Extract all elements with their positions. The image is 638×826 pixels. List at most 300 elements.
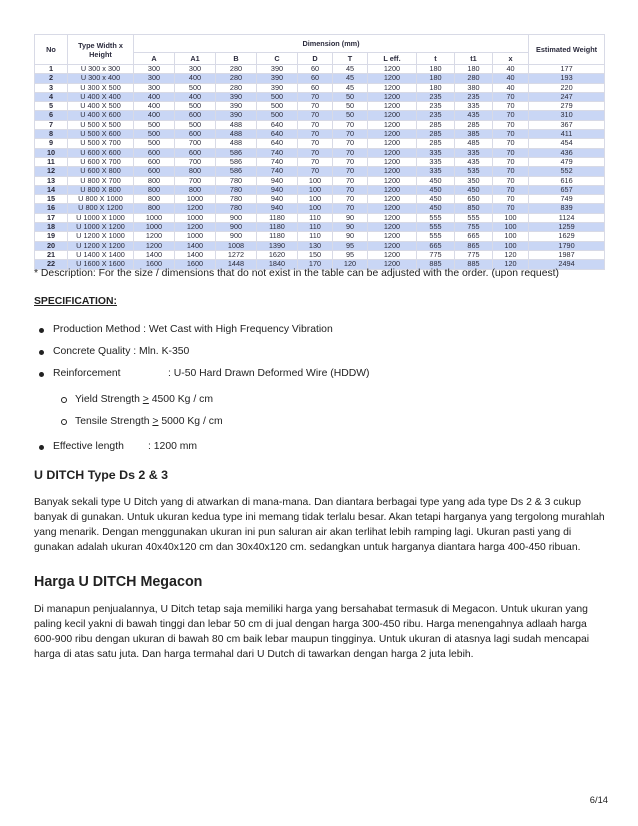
value-cell: 180 — [417, 65, 455, 74]
value-cell: 310 — [529, 111, 605, 120]
value-cell: 800 — [134, 195, 175, 204]
value-cell: 500 — [257, 102, 298, 111]
value-cell: 300 — [134, 74, 175, 83]
table-row — [35, 195, 605, 204]
value-cell: 1200 — [368, 204, 417, 213]
value-cell: 70 — [493, 167, 529, 176]
table-row — [35, 185, 605, 194]
spec-tensile-value: 5000 Kg / cm — [158, 416, 223, 427]
row-number-cell: 18 — [35, 223, 68, 232]
value-cell: 45 — [333, 74, 368, 83]
value-cell: 900 — [216, 223, 257, 232]
value-cell: 95 — [333, 250, 368, 259]
value-cell: 1200 — [368, 111, 417, 120]
value-cell: 70 — [333, 185, 368, 194]
value-cell: 50 — [333, 92, 368, 101]
value-cell: 450 — [417, 195, 455, 204]
value-cell: 120 — [493, 260, 529, 269]
table-row — [35, 232, 605, 241]
row-number-cell: 21 — [35, 250, 68, 259]
row-number-cell: 1 — [35, 65, 68, 74]
value-cell: 780 — [216, 204, 257, 213]
value-cell: 1000 — [175, 213, 216, 222]
value-cell: 70 — [493, 148, 529, 157]
value-cell: 885 — [417, 260, 455, 269]
value-cell: 940 — [257, 195, 298, 204]
type-cell: U 800 X 700 — [68, 176, 134, 185]
value-cell: 600 — [175, 130, 216, 139]
value-cell: 1400 — [175, 250, 216, 259]
value-cell: 390 — [216, 92, 257, 101]
spec-reinforcement-label: Reinforcement — [53, 368, 121, 379]
value-cell: 775 — [455, 250, 493, 259]
value-cell: 335 — [417, 148, 455, 157]
value-cell: 220 — [529, 83, 605, 92]
section-heading-ds: U DITCH Type Ds 2 & 3 — [34, 468, 169, 482]
value-cell: 800 — [175, 185, 216, 194]
value-cell: 600 — [134, 148, 175, 157]
value-cell: 1200 — [368, 185, 417, 194]
value-cell: 1629 — [529, 232, 605, 241]
row-number-cell: 6 — [35, 111, 68, 120]
value-cell: 436 — [529, 148, 605, 157]
value-cell: 500 — [175, 102, 216, 111]
value-cell: 110 — [298, 232, 333, 241]
value-cell: 390 — [257, 74, 298, 83]
value-cell: 1200 — [175, 223, 216, 232]
value-cell: 850 — [455, 204, 493, 213]
value-cell: 70 — [493, 130, 529, 139]
value-cell: 1259 — [529, 223, 605, 232]
value-cell: 640 — [257, 120, 298, 129]
value-cell: 300 — [134, 65, 175, 74]
value-cell: 90 — [333, 223, 368, 232]
spec-tensile-sign: > — [152, 416, 159, 427]
value-cell: 110 — [298, 223, 333, 232]
type-cell: U 800 X 800 — [68, 185, 134, 194]
value-cell: 285 — [417, 139, 455, 148]
value-cell: 100 — [298, 204, 333, 213]
value-cell: 488 — [216, 120, 257, 129]
value-cell: 749 — [529, 195, 605, 204]
table-row — [35, 157, 605, 166]
value-cell: 1840 — [257, 260, 298, 269]
value-cell: 1008 — [216, 241, 257, 250]
value-cell: 70 — [333, 204, 368, 213]
value-cell: 120 — [333, 260, 368, 269]
value-cell: 1790 — [529, 241, 605, 250]
value-cell: 285 — [455, 120, 493, 129]
table-row — [35, 130, 605, 139]
value-cell: 45 — [333, 65, 368, 74]
table-row — [35, 83, 605, 92]
value-cell: 500 — [134, 139, 175, 148]
value-cell: 70 — [493, 185, 529, 194]
row-number-cell: 17 — [35, 213, 68, 222]
table-row — [35, 92, 605, 101]
type-cell: U 1200 X 1200 — [68, 241, 134, 250]
type-cell: U 500 X 500 — [68, 120, 134, 129]
value-cell: 285 — [417, 130, 455, 139]
row-number-cell: 9 — [35, 139, 68, 148]
value-cell: 1200 — [368, 195, 417, 204]
row-number-cell: 11 — [35, 157, 68, 166]
row-number-cell: 3 — [35, 83, 68, 92]
value-cell: 280 — [455, 74, 493, 83]
spec-yield-value: 4500 Kg / cm — [148, 394, 213, 405]
row-number-cell: 22 — [35, 260, 68, 269]
value-cell: 1124 — [529, 213, 605, 222]
value-cell: 1200 — [368, 92, 417, 101]
header-sub-cell: t1 — [455, 53, 493, 65]
type-cell: U 1400 X 1400 — [68, 250, 134, 259]
value-cell: 180 — [417, 74, 455, 83]
value-cell: 1600 — [175, 260, 216, 269]
value-cell: 1000 — [134, 213, 175, 222]
value-cell: 70 — [333, 195, 368, 204]
value-cell: 70 — [298, 148, 333, 157]
type-cell: U 800 X 1000 — [68, 195, 134, 204]
value-cell: 485 — [455, 139, 493, 148]
value-cell: 150 — [298, 250, 333, 259]
value-cell: 400 — [175, 92, 216, 101]
value-cell: 1200 — [368, 74, 417, 83]
header-sub-cell: D — [298, 53, 333, 65]
value-cell: 600 — [175, 148, 216, 157]
value-cell: 70 — [298, 167, 333, 176]
value-cell: 488 — [216, 130, 257, 139]
header-sub-cell: t — [417, 53, 455, 65]
row-number-cell: 13 — [35, 176, 68, 185]
value-cell: 100 — [298, 176, 333, 185]
spec-item-effective-length — [53, 441, 197, 452]
value-cell: 247 — [529, 92, 605, 101]
value-cell: 940 — [257, 176, 298, 185]
value-cell: 755 — [455, 223, 493, 232]
value-cell: 300 — [134, 83, 175, 92]
table-description: * Description: For the size / dimensions that do not exist in the table can be adjusted with the order. (upon request) — [34, 268, 560, 279]
value-cell: 1200 — [368, 139, 417, 148]
type-cell: U 300 x 300 — [68, 65, 134, 74]
bullet-icon — [39, 328, 44, 333]
value-cell: 450 — [417, 204, 455, 213]
value-cell: 1200 — [368, 176, 417, 185]
value-cell: 385 — [455, 130, 493, 139]
value-cell: 235 — [417, 92, 455, 101]
value-cell: 700 — [175, 157, 216, 166]
table-row — [35, 167, 605, 176]
value-cell: 488 — [216, 139, 257, 148]
value-cell: 390 — [257, 65, 298, 74]
value-cell: 479 — [529, 157, 605, 166]
value-cell: 780 — [216, 176, 257, 185]
value-cell: 70 — [493, 92, 529, 101]
value-cell: 100 — [298, 195, 333, 204]
value-cell: 500 — [134, 120, 175, 129]
value-cell: 1200 — [175, 204, 216, 213]
value-cell: 1200 — [368, 250, 417, 259]
value-cell: 380 — [455, 83, 493, 92]
value-cell: 40 — [493, 83, 529, 92]
row-number-cell: 4 — [35, 92, 68, 101]
value-cell: 193 — [529, 74, 605, 83]
value-cell: 70 — [333, 176, 368, 185]
value-cell: 390 — [216, 111, 257, 120]
type-cell: U 800 X 1200 — [68, 204, 134, 213]
value-cell: 435 — [455, 157, 493, 166]
value-cell: 800 — [134, 204, 175, 213]
value-cell: 454 — [529, 139, 605, 148]
header-sub-cell: A1 — [175, 53, 216, 65]
row-number-cell: 19 — [35, 232, 68, 241]
value-cell: 1200 — [134, 241, 175, 250]
value-cell: 235 — [455, 92, 493, 101]
value-cell: 70 — [333, 139, 368, 148]
value-cell: 40 — [493, 74, 529, 83]
type-cell: U 400 X 600 — [68, 111, 134, 120]
header-dimension: Dimension (mm) — [134, 35, 529, 53]
value-cell: 1200 — [368, 102, 417, 111]
section-paragraph-ds: Banyak sekali type U Ditch yang di atwarkan di mana-mana. Dan diantara berbagai type yang ada type Ds 2 & 3 cukup banyak di gunakan. Untuk ukuran kedua type ini memang tidak terlalu besar. Akan tetapi harganya yang tergolong murahlah yang menarik. Dengan menggunakan ukuran ini pun saluran air akan terlihat lebih ramping lagi. Ukuran pasti yang di gunakan adalah ukuran 40x40x120 cm dan 30x40x120 cm. sedangkan untuk harganya diantara harga 400-450 ribuan. — [34, 497, 605, 553]
value-cell: 555 — [417, 232, 455, 241]
value-cell: 100 — [493, 223, 529, 232]
value-cell: 335 — [417, 167, 455, 176]
spec-effective-value: : 1200 mm — [148, 441, 198, 452]
value-cell: 95 — [333, 241, 368, 250]
value-cell: 70 — [333, 167, 368, 176]
value-cell: 70 — [493, 157, 529, 166]
value-cell: 1620 — [257, 250, 298, 259]
value-cell: 780 — [216, 195, 257, 204]
value-cell: 900 — [216, 232, 257, 241]
header-sub-cell: x — [493, 53, 529, 65]
spec-item-production — [53, 324, 333, 335]
spec-item-concrete — [53, 346, 189, 357]
spec-subitem-tensile — [75, 416, 223, 427]
value-cell: 70 — [333, 130, 368, 139]
sub-bullet-icon — [61, 419, 67, 425]
bullet-icon — [39, 445, 44, 450]
spec-yield-sign: > — [142, 394, 149, 405]
value-cell: 120 — [493, 250, 529, 259]
type-cell: U 500 X 600 — [68, 130, 134, 139]
value-cell: 640 — [257, 130, 298, 139]
value-cell: 280 — [216, 65, 257, 74]
value-cell: 110 — [298, 213, 333, 222]
value-cell: 70 — [493, 176, 529, 185]
value-cell: 657 — [529, 185, 605, 194]
value-cell: 600 — [175, 111, 216, 120]
value-cell: 280 — [216, 83, 257, 92]
header-weight: Estimated Weight — [529, 35, 605, 65]
value-cell: 235 — [417, 111, 455, 120]
value-cell: 100 — [493, 232, 529, 241]
value-cell: 500 — [175, 83, 216, 92]
spec-yield-label: Yield Strength — [75, 394, 143, 405]
specification-title: SPECIFICATION: — [34, 296, 117, 307]
value-cell: 235 — [417, 102, 455, 111]
type-cell: U 1200 X 1000 — [68, 232, 134, 241]
value-cell: 555 — [455, 213, 493, 222]
value-cell: 100 — [493, 241, 529, 250]
row-number-cell: 15 — [35, 195, 68, 204]
section-heading-harga: Harga U DITCH Megacon — [34, 574, 203, 590]
row-number-cell: 2 — [35, 74, 68, 83]
value-cell: 865 — [455, 241, 493, 250]
table-row — [35, 148, 605, 157]
value-cell: 70 — [298, 92, 333, 101]
value-cell: 450 — [417, 176, 455, 185]
value-cell: 1200 — [368, 130, 417, 139]
value-cell: 1600 — [134, 260, 175, 269]
table-row — [35, 65, 605, 74]
table-row — [35, 102, 605, 111]
row-number-cell: 12 — [35, 167, 68, 176]
value-cell: 90 — [333, 232, 368, 241]
value-cell: 70 — [333, 157, 368, 166]
value-cell: 900 — [216, 213, 257, 222]
type-cell: U 1600 X 1600 — [68, 260, 134, 269]
value-cell: 586 — [216, 148, 257, 157]
value-cell: 600 — [134, 157, 175, 166]
value-cell: 367 — [529, 120, 605, 129]
value-cell: 335 — [417, 157, 455, 166]
value-cell: 70 — [298, 139, 333, 148]
value-cell: 1200 — [368, 167, 417, 176]
value-cell: 1000 — [175, 195, 216, 204]
type-cell: U 1000 X 1200 — [68, 223, 134, 232]
value-cell: 70 — [493, 139, 529, 148]
spec-tensile-label: Tensile Strength — [75, 416, 153, 427]
type-cell: U 600 X 600 — [68, 148, 134, 157]
value-cell: 400 — [134, 102, 175, 111]
value-cell: 740 — [257, 157, 298, 166]
value-cell: 400 — [134, 92, 175, 101]
row-number-cell: 20 — [35, 241, 68, 250]
value-cell: 400 — [134, 111, 175, 120]
header-type: Type Width x Height — [68, 35, 134, 65]
value-cell: 1390 — [257, 241, 298, 250]
page-number: 6/14 — [589, 794, 608, 805]
table-row — [35, 120, 605, 129]
header-sub-cell: L eff. — [368, 53, 417, 65]
value-cell: 1200 — [368, 83, 417, 92]
value-cell: 70 — [493, 111, 529, 120]
value-cell: 70 — [493, 120, 529, 129]
value-cell: 1200 — [368, 241, 417, 250]
value-cell: 1200 — [368, 232, 417, 241]
value-cell: 1200 — [368, 157, 417, 166]
spec-reinforcement-value: : U-50 Hard Drawn Deformed Wire (HDDW) — [168, 368, 370, 379]
value-cell: 500 — [134, 130, 175, 139]
table-row — [35, 250, 605, 259]
value-cell: 650 — [455, 195, 493, 204]
value-cell: 616 — [529, 176, 605, 185]
value-cell: 450 — [455, 185, 493, 194]
value-cell: 170 — [298, 260, 333, 269]
value-cell: 411 — [529, 130, 605, 139]
table-row — [35, 213, 605, 222]
value-cell: 450 — [417, 185, 455, 194]
value-cell: 500 — [257, 92, 298, 101]
value-cell: 70 — [333, 148, 368, 157]
value-cell: 70 — [493, 102, 529, 111]
value-cell: 1180 — [257, 213, 298, 222]
row-number-cell: 8 — [35, 130, 68, 139]
value-cell: 775 — [417, 250, 455, 259]
value-cell: 60 — [298, 83, 333, 92]
value-cell: 885 — [455, 260, 493, 269]
dimension-table — [34, 34, 605, 270]
value-cell: 177 — [529, 65, 605, 74]
table-row — [35, 111, 605, 120]
value-cell: 665 — [417, 241, 455, 250]
value-cell: 50 — [333, 111, 368, 120]
section-paragraph-harga: Di manapun penjualannya, U Ditch tetap saja memiliki harga yang bersahabat termasuk di Megacon. Untuk ukuran yang paling kecil yakni di bawah tinggi dan lebar 50 cm di jual dengan harga 300-450 ribu. Harga menengahnya adlaah harga 600-900 ribu dengan ukuran di bawah 80 cm baik lebar maupun tingginya. Untuk ukuran di atasnya lagi sudah mencapai harga di atas satu juta. Dan harga termahal dari U Dutch di tawarkan dengan harga 2 juta lebih. — [34, 604, 590, 660]
value-cell: 586 — [216, 167, 257, 176]
value-cell: 60 — [298, 74, 333, 83]
row-number-cell: 7 — [35, 120, 68, 129]
value-cell: 180 — [455, 65, 493, 74]
header-sub-cell: T — [333, 53, 368, 65]
value-cell: 940 — [257, 204, 298, 213]
type-cell: U 300 x 400 — [68, 74, 134, 83]
value-cell: 555 — [417, 223, 455, 232]
value-cell: 640 — [257, 139, 298, 148]
spec-production-text: Production Method : Wet Cast with High Frequency Vibration — [53, 324, 333, 335]
value-cell: 1200 — [368, 260, 417, 269]
value-cell: 700 — [175, 139, 216, 148]
value-cell: 390 — [257, 83, 298, 92]
value-cell: 60 — [298, 65, 333, 74]
value-cell: 1400 — [134, 250, 175, 259]
type-cell: U 400 X 500 — [68, 102, 134, 111]
dimension-table-image — [34, 34, 604, 269]
spec-subitem-yield — [75, 394, 213, 405]
value-cell: 800 — [134, 176, 175, 185]
value-cell: 400 — [175, 74, 216, 83]
value-cell: 300 — [175, 65, 216, 74]
type-cell: U 400 X 400 — [68, 92, 134, 101]
value-cell: 700 — [175, 176, 216, 185]
spec-concrete-text: Concrete Quality : Mln. K-350 — [53, 346, 190, 357]
type-cell: U 600 X 800 — [68, 167, 134, 176]
value-cell: 552 — [529, 167, 605, 176]
value-cell: 435 — [455, 111, 493, 120]
value-cell: 180 — [417, 83, 455, 92]
value-cell: 70 — [298, 111, 333, 120]
table-row — [35, 204, 605, 213]
header-sub-cell: B — [216, 53, 257, 65]
table-row — [35, 176, 605, 185]
value-cell: 130 — [298, 241, 333, 250]
value-cell: 100 — [493, 213, 529, 222]
header-no: No — [35, 35, 68, 65]
bullet-icon — [39, 350, 44, 355]
value-cell: 500 — [175, 120, 216, 129]
value-cell: 70 — [493, 204, 529, 213]
value-cell: 1200 — [368, 148, 417, 157]
value-cell: 70 — [298, 157, 333, 166]
value-cell: 839 — [529, 204, 605, 213]
table-row — [35, 223, 605, 232]
value-cell: 280 — [216, 74, 257, 83]
row-number-cell: 5 — [35, 102, 68, 111]
spec-item-reinforcement — [53, 368, 370, 379]
value-cell: 335 — [455, 148, 493, 157]
value-cell: 1272 — [216, 250, 257, 259]
value-cell: 500 — [257, 111, 298, 120]
